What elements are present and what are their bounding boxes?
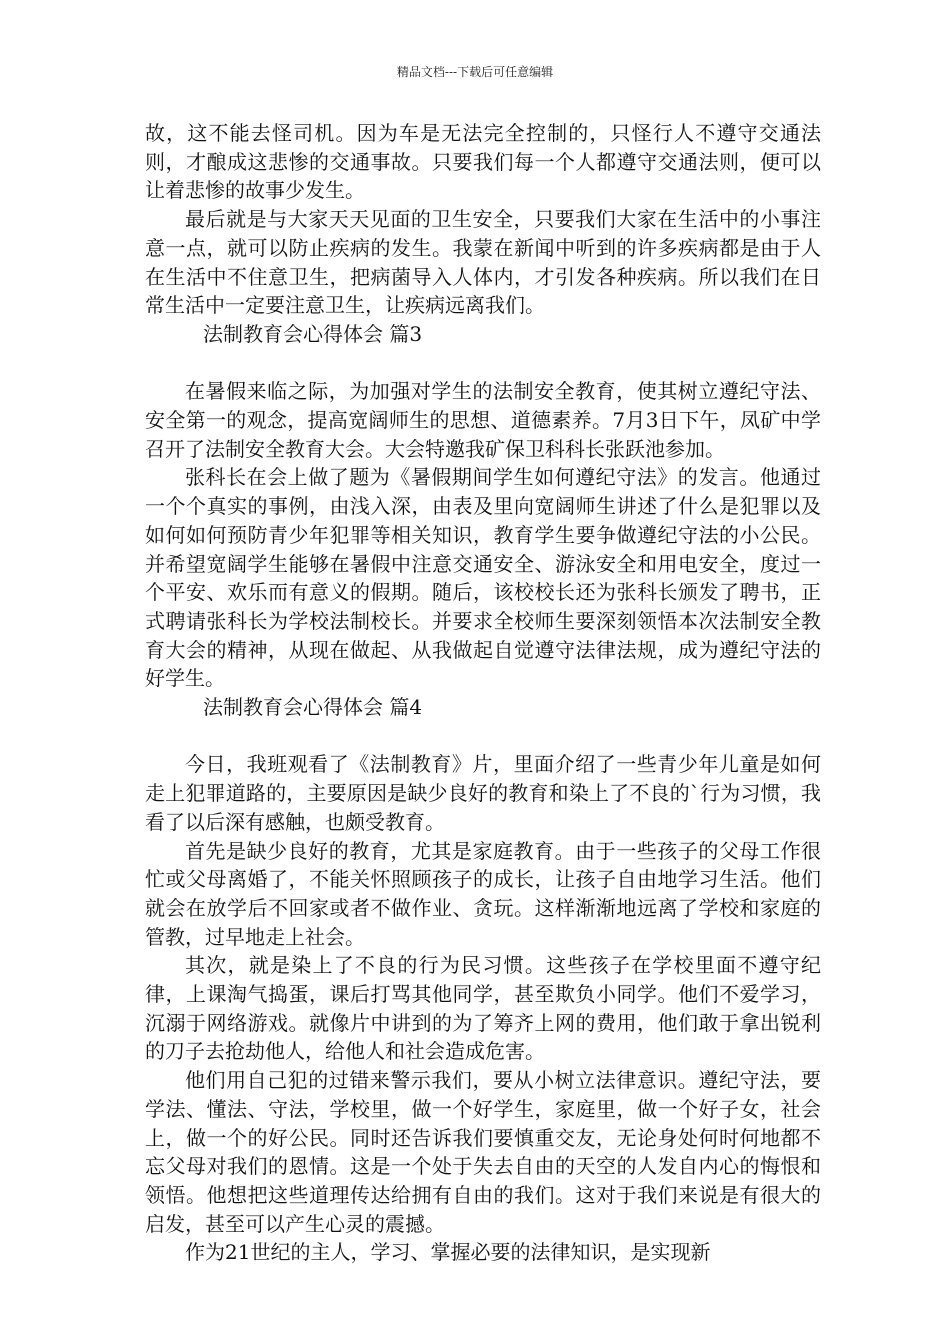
section-heading: 法制教育会心得体会 篇3: [203, 321, 423, 346]
page-header: 精品文档---下载后可任意编辑: [396, 65, 554, 79]
paragraph: 在暑假来临之际，为加强对学生的法制安全教育，使其树立遵纪守法、安全第一的观念，提高宽阔师生的思想、道德素养。7月3日下午，凤矿中学召开了法制安全教育大会。大会特邀我矿保卫科科长张跃池参加。: [145, 379, 821, 461]
paragraph: 首先是缺少良好的教育，尤其是家庭教育。由于一些孩子的父母工作很忙或父母离婚了，不能关怀照顾孩子的成长，让孩子自由地学习生活。他们就会在放学后不回家或者不做作业、贪玩。这样渐渐地远离了学校和家庭的管教，过早地走上社会。: [145, 838, 821, 949]
paragraph: 故，这不能去怪司机。因为车是无法完全控制的，只怪行人不遵守交通法则，才酿成这悲惨的交通事故。只要我们每一个人都遵守交通法则，便可以让着悲惨的故事少发生。: [145, 121, 821, 203]
paragraph: 其次，就是染上了不良的行为民习惯。这些孩子在学校里面不遵守纪律，上课淘气捣蛋，课后打骂其他同学，甚至欺负小同学。他们不爱学习，沉溺于网络游戏。就像片中讲到的为了筹齐上网的费用，他们敢于拿出锐利的刀子去抢劫他人，给他人和社会造成危害。: [145, 953, 821, 1064]
paragraph: 今日，我班观看了《法制教育》片，里面介绍了一些青少年儿童是如何走上犯罪道路的，主要原因是缺少良好的教育和染上了不良的`行为习惯，我看了以后深有感触，也颇受教育。: [145, 752, 821, 834]
paragraph: 作为21世纪的主人，学习、掌握必要的法律知识，是实现新: [185, 1240, 711, 1265]
section-heading: 法制教育会心得体会 篇4: [203, 695, 423, 720]
paragraph: 最后就是与大家天天见面的卫生安全，只要我们大家在生活中的小事注意一点，就可以防止疾病的发生。我蒙在新闻中听到的许多疾病都是由于人在生活中不住意卫生，把病菌导入人体内，才引发各种疾病。所以我们在日常生活中一定要注意卫生，让疾病远离我们。: [145, 207, 821, 318]
paragraph: 张科长在会上做了题为《暑假期间学生如何遵纪守法》的发言。他通过一个个真实的事例，由浅入深，由表及里向宽阔师生讲述了什么是犯罪以及如何如何预防青少年犯罪等相关知识，教育学生要争做遵纪守法的小公民。并希望宽阔学生能够在暑假中注意交通安全、游泳安全和用电安全，度过一个平安、欢乐而有意义的假期。随后，该校校长还为张科长颁发了聘书，正式聘请张科长为学校法制校长。并要求全校师生要深刻领悟本次法制安全教育大会的精神，从现在做起、从我做起自觉遵守法律法规，成为遵纪守法的好学生。: [145, 465, 821, 691]
paragraph: 他们用自己犯的过错来警示我们，要从小树立法律意识。遵纪守法，要学法、懂法、守法，学校里，做一个好学生，家庭里，做一个好子女，社会上，做一个的好公民。同时还告诉我们要慎重交友，无论身处何时何地都不忘父母对我们的恩情。这是一个处于失去自由的天空的人发自内心的悔恨和领悟。他想把这些道理传达给拥有自由的我们。这对于我们来说是有很大的启发，甚至可以产生心灵的震撼。: [145, 1068, 821, 1236]
document-body: [145, 119, 821, 1267]
